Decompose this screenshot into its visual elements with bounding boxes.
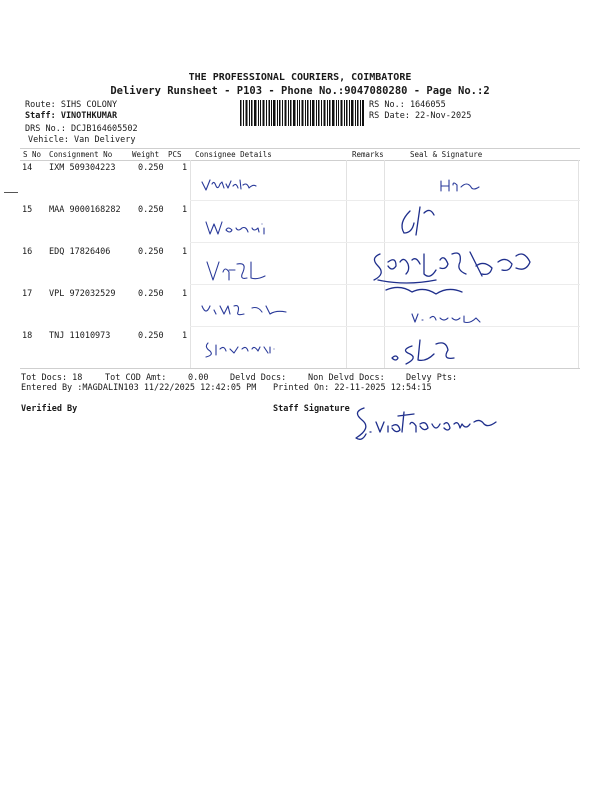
printed-on: Printed On: 22-11-2025 12:54:15 — [273, 383, 432, 393]
row-pcs: 1 — [182, 331, 188, 341]
col-header-sno: S No — [23, 150, 42, 159]
column-divider — [578, 160, 579, 368]
row-pcs: 1 — [182, 289, 188, 299]
row-sno: 14 — [22, 163, 33, 173]
rs-date: RS Date: 22-Nov-2025 — [369, 111, 472, 121]
row-weight: 0.250 — [138, 205, 164, 215]
handwritten-signature — [205, 258, 275, 288]
total-cod-value: 0.00 — [188, 373, 209, 383]
row-sno: 16 — [22, 247, 33, 257]
handwritten-signature — [202, 339, 278, 363]
total-docs: Tot Docs: 18 — [21, 373, 83, 383]
row-weight: 0.250 — [138, 163, 164, 173]
delivered-docs: Delvd Docs: — [230, 373, 287, 383]
row-consignment: VPL 972032529 — [49, 289, 116, 299]
entered-by: Entered By :MAGDALIN103 11/22/2025 12:42:05 PM — [21, 383, 257, 393]
row-sno: 15 — [22, 205, 33, 215]
staff-signature-label: Staff Signature — [273, 404, 350, 414]
row-rule — [190, 326, 580, 327]
barcode-image — [240, 100, 364, 126]
rs-number: RS No.: 1646055 — [369, 100, 446, 110]
handwritten-signature — [437, 177, 483, 197]
row-weight: 0.250 — [138, 289, 164, 299]
col-header-seal: Seal & Signature — [410, 150, 483, 159]
handwritten-signature — [204, 218, 274, 242]
col-header-pcs: PCS — [168, 150, 182, 159]
delivery-points: Delvy Pts: — [406, 373, 458, 383]
row-consignment: IXM 509304223 — [49, 163, 116, 173]
total-cod-label: Tot COD Amt: — [105, 373, 167, 383]
company-title: THE PROFESSIONAL COURIERS, COIMBATORE — [188, 72, 412, 83]
table-top-rule — [20, 148, 580, 149]
vehicle-label: Vehicle: Van Delivery — [28, 135, 136, 145]
table-bottom-rule — [20, 368, 580, 369]
table-header-rule — [20, 160, 580, 161]
row-pcs: 1 — [182, 247, 188, 257]
non-delivered-docs: Non Delvd Docs: — [308, 373, 385, 383]
handwritten-signature — [200, 300, 290, 324]
column-divider — [346, 160, 347, 368]
handwritten-signature — [390, 336, 462, 370]
handwritten-signature — [200, 176, 260, 198]
handwritten-signature — [366, 240, 536, 310]
margin-mark — [4, 192, 18, 193]
route-label: Route: SIHS COLONY — [25, 100, 118, 110]
row-pcs: 1 — [182, 205, 188, 215]
col-header-consignee: Consignee Details — [195, 150, 272, 159]
row-weight: 0.250 — [138, 247, 164, 257]
staff-label: Staff: VINOTHKUMAR — [25, 111, 118, 121]
row-pcs: 1 — [182, 163, 188, 173]
drs-number: DRS No.: DCJB164605502 — [25, 124, 138, 134]
row-consignment: MAA 9000168282 — [49, 205, 121, 215]
staff-handwritten-signature — [350, 402, 500, 448]
column-divider — [190, 160, 191, 368]
handwritten-signature — [410, 310, 486, 330]
handwritten-signature — [390, 203, 440, 243]
row-sno: 18 — [22, 331, 33, 341]
runsheet-subtitle: Delivery Runsheet - P103 - Phone No.:9047080280 - Page No.:2 — [110, 85, 490, 97]
verified-by-label: Verified By — [21, 404, 78, 414]
row-weight: 0.250 — [138, 331, 164, 341]
row-sno: 17 — [22, 289, 33, 299]
row-consignment: TNJ 11010973 — [49, 331, 111, 341]
col-header-consignment: Consignment No — [49, 150, 113, 159]
row-rule — [190, 200, 580, 201]
col-header-remarks: Remarks — [352, 150, 384, 159]
row-consignment: EDQ 17826406 — [49, 247, 111, 257]
col-header-weight: Weight — [132, 150, 160, 159]
